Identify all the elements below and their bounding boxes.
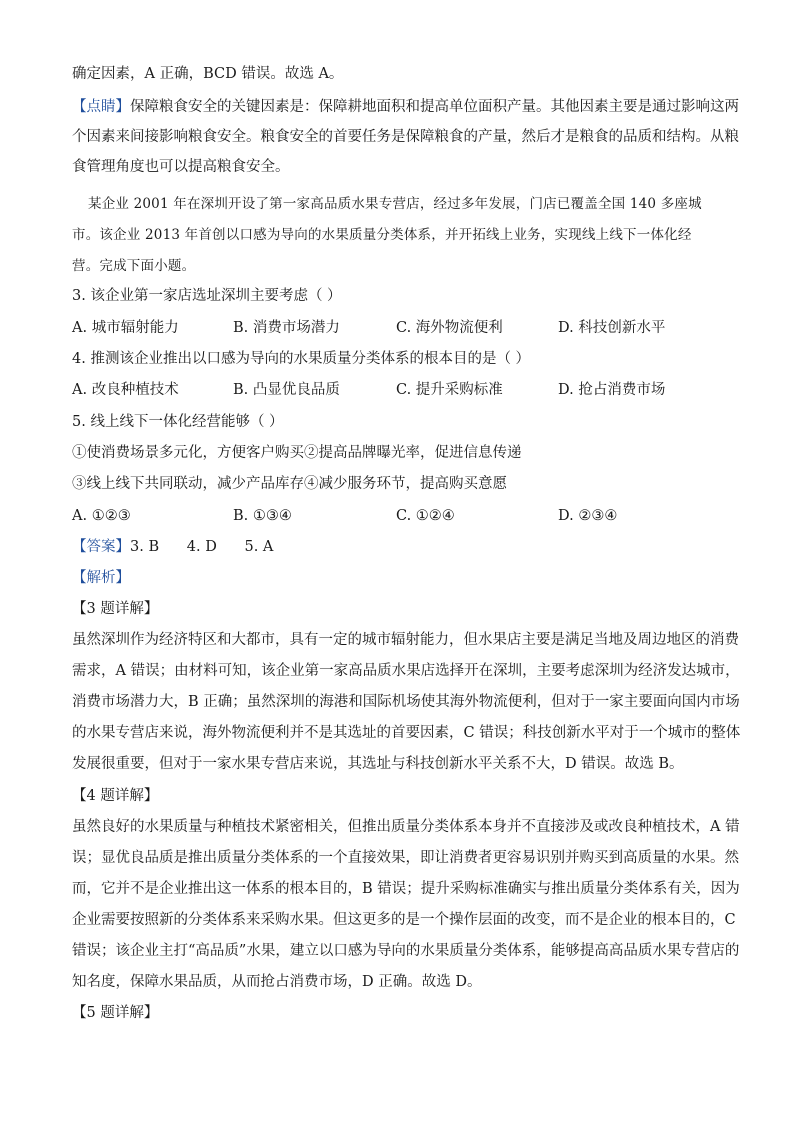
answer-heading: 【答案】 (72, 539, 130, 555)
material-line-1: 某企业 2001 年在深圳开设了第一家高品质水果专营店，经过多年发展，门店已覆盖全国 140 多座城 (88, 196, 702, 212)
dianjing-text-1: 保障粮食安全的关键因素是：保障耕地面积和提高单位面积产量。其他因素主要是通过影响这两 (130, 99, 739, 115)
d3-line-5: 发展很重要，但对于一家水果专营店来说，其选址与科技创新水平关系不大，D 错误。故选 B。 (72, 756, 684, 772)
dianjing-text-3: 食管理角度也可以提高粮食安全。 (72, 159, 290, 175)
q5-option-b: B. ①③④ (233, 508, 292, 524)
dianjing-paragraph (72, 97, 739, 117)
analysis-heading: 【解析】 (72, 570, 130, 586)
q3-option-d: D. 科技创新水平 (558, 320, 666, 336)
q4-option-a: A. 改良种植技术 (72, 382, 179, 398)
d5-heading: 【5 题详解】 (72, 1005, 159, 1021)
d3-line-4: 的水果专营店来说，海外物流便利并不是其选址的首要因素，C 错误；科技创新水平对于一个城市的整体 (72, 725, 741, 741)
q3-stem: 3. 该企业第一家店选址深圳主要考虑（ ） (72, 288, 342, 304)
q3-option-a: A. 城市辐射能力 (72, 320, 179, 336)
d4-line-4: 企业需要按照新的分类体系来采购水果。但这更多的是一个操作层面的改变，而不是企业的根本目的，C (72, 912, 736, 928)
q5-option-c: C. ①②④ (396, 508, 455, 524)
q4-option-d: D. 抢占消费市场 (558, 382, 666, 398)
q5-option-a: A. ①②③ (72, 508, 131, 524)
material-line-2: 市。该企业 2013 年首创以口感为导向的水果质量分类体系，并开拓线上业务，实现线上线下一体化经 (72, 227, 692, 243)
q5-item-line-2: ③线上线下共同联动，减少产品库存④减少服务环节，提高购买意愿 (72, 476, 507, 492)
answer-text: 3. B 4. D 5. A (130, 539, 274, 555)
d4-line-3: 而，它并不是企业推出这一体系的根本目的，B 错误；提升采购标准确实与推出质量分类体系有关，因为 (72, 881, 740, 897)
d4-heading: 【4 题详解】 (72, 788, 159, 804)
d4-line-5: 错误；该企业主打“高品质”水果，建立以口感为导向的水果质量分类体系，能够提高高品质水果专营店的 (72, 943, 740, 959)
d4-line-2: 误；显优良品质是推出质量分类体系的一个直接效果，即让消费者更容易识别并购买到高质量的水果。然 (72, 850, 739, 866)
q5-option-d: D. ②③④ (558, 508, 618, 524)
d3-heading: 【3 题详解】 (72, 601, 159, 617)
d3-line-2: 需求，A 错误；由材料可知，该企业第一家高品质水果店选择开在深圳，主要考虑深圳为经济发达城市， (72, 663, 740, 679)
q3-option-c: C. 海外物流便利 (396, 320, 503, 336)
q5-item-line-1: ①使消费场景多元化，方便客户购买②提高品牌曝光率，促进信息传递 (72, 445, 522, 461)
answer-line (72, 537, 722, 557)
q3-option-b: B. 消费市场潜力 (233, 320, 340, 336)
q4-stem: 4. 推测该企业推出以口感为导向的水果质量分类体系的根本目的是（ ） (72, 351, 531, 367)
dianjing-text-2: 个因素来间接影响粮食安全。粮食安全的首要任务是保障粮食的产量，然后才是粮食的品质和结构。从粮 (72, 129, 739, 145)
d4-line-1: 虽然良好的水果质量与种植技术紧密相关，但推出质量分类体系本身并不直接涉及或改良种植技术，A 错 (72, 819, 740, 835)
q5-stem: 5. 线上线下一体化经营能够（ ） (72, 414, 284, 430)
d3-line-1: 虽然深圳作为经济特区和大都市，具有一定的城市辐射能力，但水果店主要是满足当地及周边地区的消费 (72, 632, 739, 648)
d4-line-6: 知名度，保障水果品质，从而抢占消费市场，D 正确。故选 D。 (72, 974, 482, 990)
dianjing-heading: 【点睛】 (72, 99, 130, 115)
d3-line-3: 消费市场潜力大，B 正确；虽然深圳的海港和国际机场使其海外物流便利，但对于一家主要面向国内市场 (72, 694, 740, 710)
q4-option-c: C. 提升采购标准 (396, 382, 503, 398)
prev-answer-conclusion: 确定因素，A 正确，BCD 错误。故选 A。 (72, 66, 344, 82)
material-line-3: 营。完成下面小题。 (72, 258, 196, 274)
q4-option-b: B. 凸显优良品质 (233, 382, 340, 398)
